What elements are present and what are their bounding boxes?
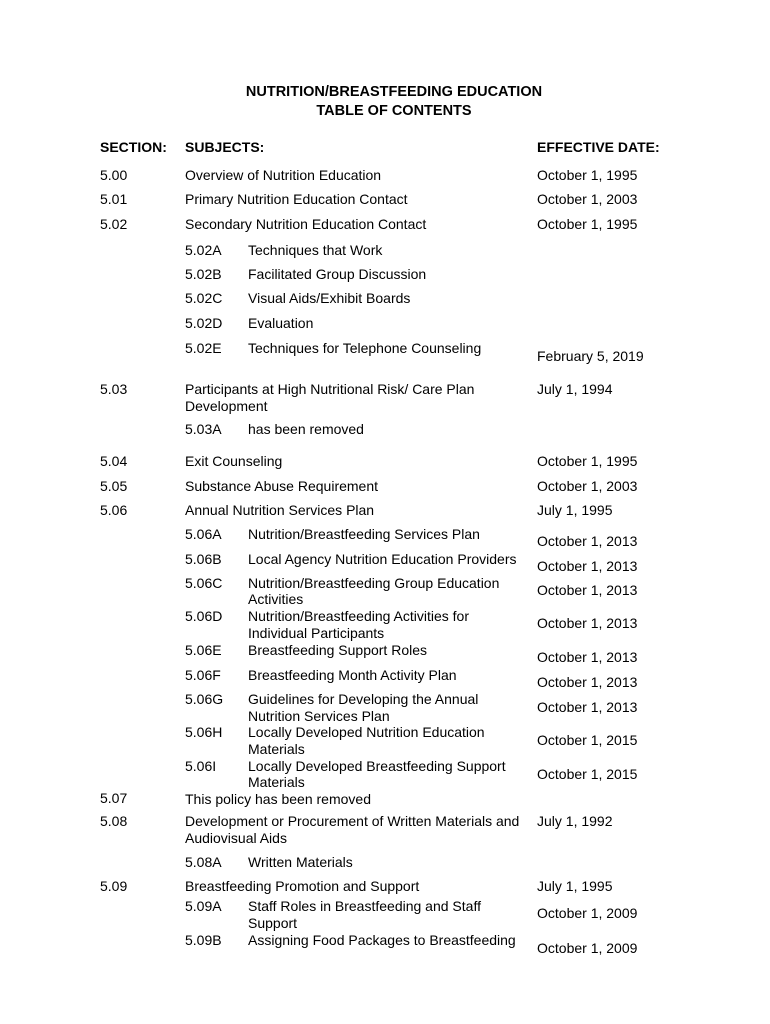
effective-date: July 1, 1995 xyxy=(537,878,613,894)
subsection-subject-continued: Individual Participants xyxy=(248,625,385,641)
subject-text: This policy has been removed xyxy=(185,791,371,807)
effective-date: October 1, 2009 xyxy=(537,905,638,921)
subject-text: Annual Nutrition Services Plan xyxy=(185,502,375,518)
header-subjects: SUBJECTS: xyxy=(185,139,265,155)
subsection-code: 5.06H xyxy=(185,724,223,740)
effective-date: October 1, 2013 xyxy=(537,699,638,715)
subsection-subject: Staff Roles in Breastfeeding and Staff xyxy=(248,898,481,914)
subsection-subject: Techniques that Work xyxy=(248,242,383,258)
subject-text: Overview of Nutrition Education xyxy=(185,167,382,183)
subsection-subject: Assigning Food Packages to Breastfeeding xyxy=(248,932,516,948)
effective-date: October 1, 2003 xyxy=(537,478,638,494)
effective-date: July 1, 1994 xyxy=(537,381,613,397)
subsection-code: 5.03A xyxy=(185,421,222,437)
subsection-code: 5.06D xyxy=(185,608,223,624)
section-number: 5.06 xyxy=(100,502,128,518)
subsection-subject: Techniques for Telephone Counseling xyxy=(248,340,482,356)
effective-date: October 1, 1995 xyxy=(537,453,638,469)
section-number: 5.04 xyxy=(100,453,128,469)
effective-date: July 1, 1992 xyxy=(537,813,613,829)
subsection-subject: Visual Aids/Exhibit Boards xyxy=(248,290,411,306)
section-number: 5.07 xyxy=(100,790,128,806)
section-number: 5.09 xyxy=(100,878,128,894)
subsection-code: 5.06I xyxy=(185,758,217,774)
header-section: SECTION: xyxy=(100,139,167,155)
subsection-subject-continued: Support xyxy=(248,915,298,931)
subsection-subject: Guidelines for Developing the Annual xyxy=(248,691,479,707)
subsection-subject: Locally Developed Breastfeeding Support xyxy=(248,758,506,774)
subject-text-continued: Development xyxy=(185,398,268,414)
effective-date: October 1, 2013 xyxy=(537,674,638,690)
subsection-subject-continued: Activities xyxy=(248,591,304,607)
subject-text: Development or Procurement of Written Materials and xyxy=(185,813,520,829)
effective-date: October 1, 2013 xyxy=(537,582,638,598)
subsection-subject-continued: Materials xyxy=(248,774,305,790)
subject-text-continued: Audiovisual Aids xyxy=(185,830,287,846)
subsection-subject: Breastfeeding Month Activity Plan xyxy=(248,667,457,683)
effective-date: October 1, 2015 xyxy=(537,766,638,782)
subsection-code: 5.06B xyxy=(185,551,222,567)
subsection-subject: Nutrition/Breastfeeding Services Plan xyxy=(248,526,480,542)
subsection-code: 5.09B xyxy=(185,932,222,948)
subsection-code: 5.02B xyxy=(185,266,222,282)
effective-date: October 1, 2013 xyxy=(537,533,638,549)
subsection-subject: has been removed xyxy=(248,421,364,437)
section-number: 5.03 xyxy=(100,381,128,397)
subsection-code: 5.02C xyxy=(185,290,223,306)
subsection-subject: Evaluation xyxy=(248,315,314,331)
subsection-code: 5.06G xyxy=(185,691,224,707)
effective-date: October 1, 2015 xyxy=(537,732,638,748)
subsection-subject: Facilitated Group Discussion xyxy=(248,266,427,282)
effective-date: October 1, 1995 xyxy=(537,216,638,232)
effective-date: February 5, 2019 xyxy=(537,348,644,364)
subsection-subject: Breastfeeding Support Roles xyxy=(248,642,427,658)
section-number: 5.00 xyxy=(100,167,128,183)
section-number: 5.08 xyxy=(100,813,128,829)
subject-text: Participants at High Nutritional Risk/ Care Plan xyxy=(185,381,475,397)
effective-date: October 1, 2013 xyxy=(537,615,638,631)
subject-text: Primary Nutrition Education Contact xyxy=(185,191,408,207)
subsection-subject-continued: Materials xyxy=(248,741,305,757)
subsection-code: 5.06C xyxy=(185,575,223,591)
subsection-code: 5.02D xyxy=(185,315,223,331)
document-subtitle: TABLE OF CONTENTS xyxy=(316,103,472,119)
section-number: 5.05 xyxy=(100,478,128,494)
subject-text: Breastfeeding Promotion and Support xyxy=(185,878,420,894)
subsection-subject-continued: Nutrition Services Plan xyxy=(248,708,390,724)
subsection-subject: Nutrition/Breastfeeding Activities for xyxy=(248,608,469,624)
subsection-subject: Local Agency Nutrition Education Providers xyxy=(248,551,517,567)
effective-date: October 1, 1995 xyxy=(537,167,638,183)
header-effective-date: EFFECTIVE DATE: xyxy=(537,139,660,155)
effective-date: October 1, 2003 xyxy=(537,191,638,207)
subsection-code: 5.06A xyxy=(185,526,222,542)
subsection-code: 5.09A xyxy=(185,898,222,914)
subsection-code: 5.06F xyxy=(185,667,221,683)
subsection-subject: Locally Developed Nutrition Education xyxy=(248,724,485,740)
subsection-subject: Written Materials xyxy=(248,854,353,870)
subsection-subject: Nutrition/Breastfeeding Group Education xyxy=(248,575,500,591)
effective-date: October 1, 2013 xyxy=(537,649,638,665)
subsection-code: 5.02A xyxy=(185,242,222,258)
document-title: NUTRITION/BREASTFEEDING EDUCATION xyxy=(245,84,543,100)
section-number: 5.01 xyxy=(100,191,128,207)
subsection-code: 5.02E xyxy=(185,340,222,356)
effective-date: October 1, 2013 xyxy=(537,558,638,574)
subject-text: Exit Counseling xyxy=(185,453,283,469)
subsection-code: 5.06E xyxy=(185,642,222,658)
effective-date: July 1, 1995 xyxy=(537,502,613,518)
section-number: 5.02 xyxy=(100,216,128,232)
effective-date: October 1, 2009 xyxy=(537,940,638,956)
subsection-code: 5.08A xyxy=(185,854,222,870)
subject-text: Secondary Nutrition Education Contact xyxy=(185,216,427,232)
subject-text: Substance Abuse Requirement xyxy=(185,478,379,494)
